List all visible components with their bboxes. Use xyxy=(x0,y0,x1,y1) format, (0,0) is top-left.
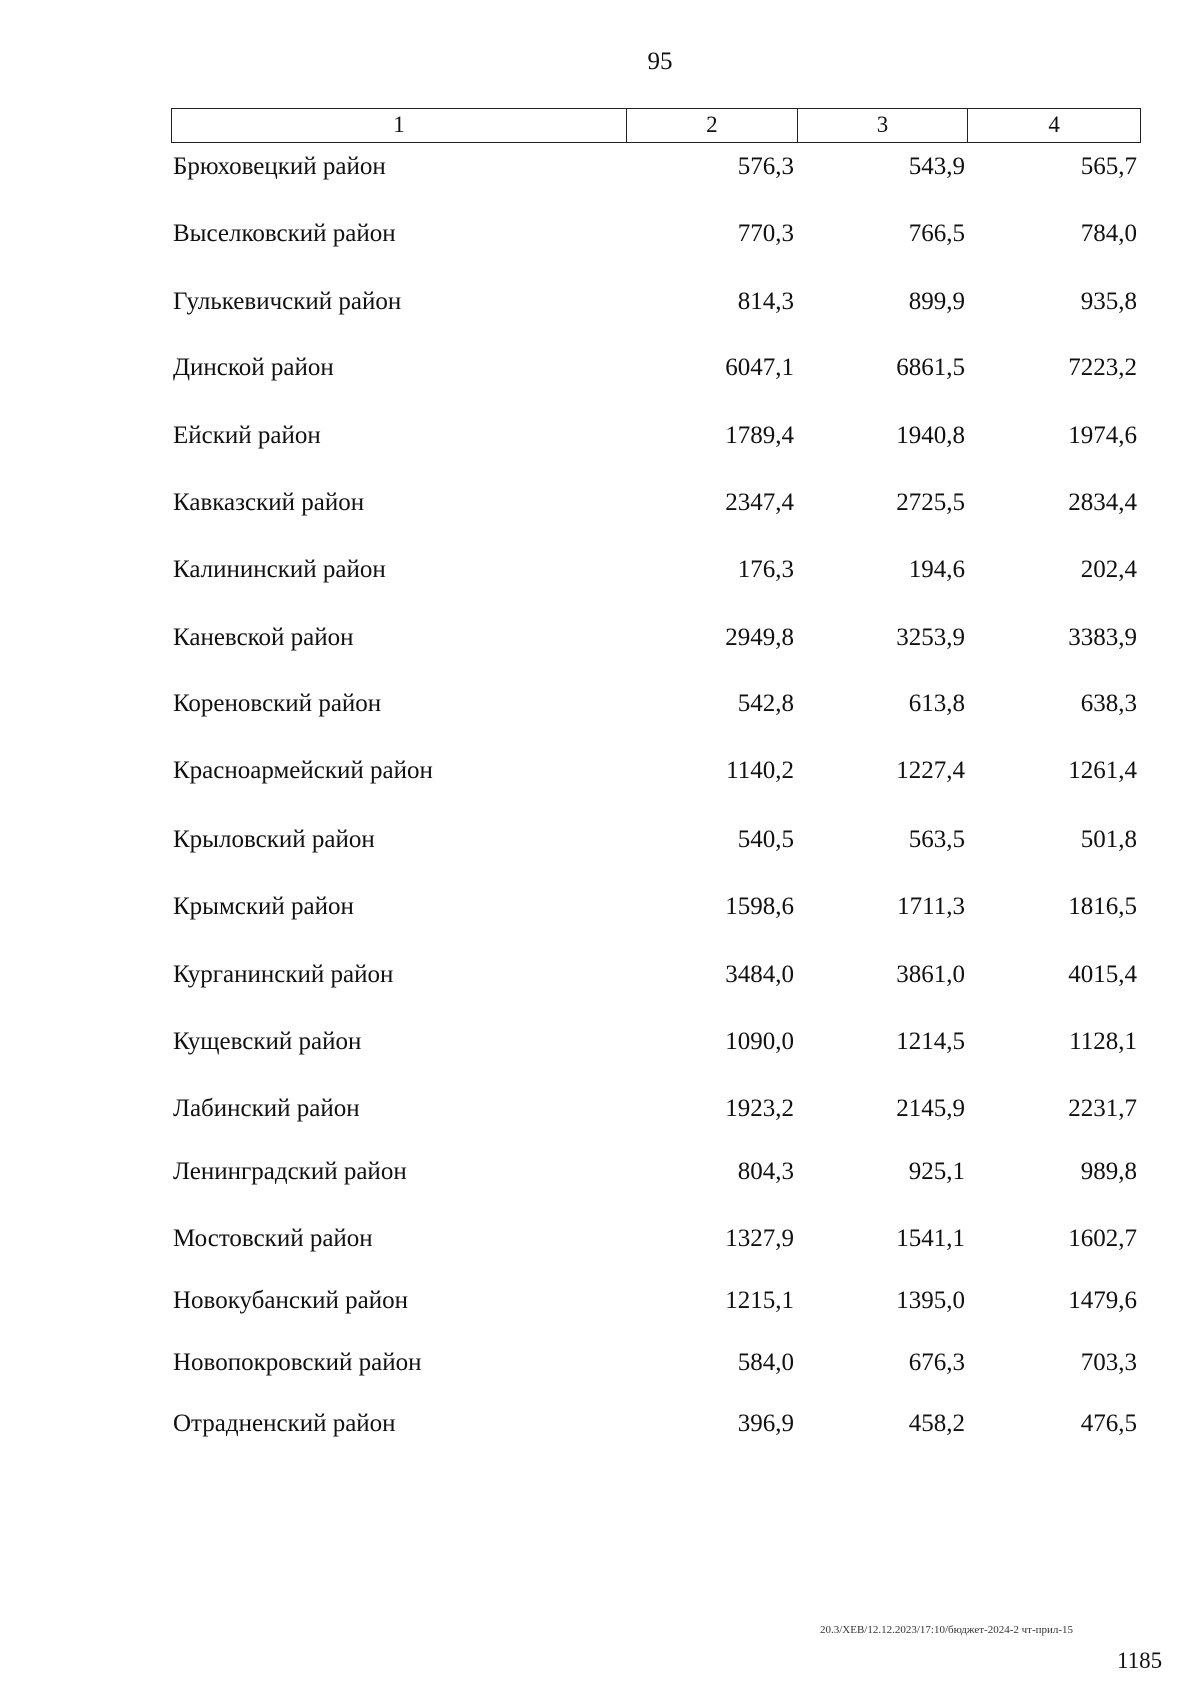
value-col-2: 1923,2 xyxy=(725,1095,794,1122)
table-row xyxy=(171,687,1141,721)
district-name: Лабинский район xyxy=(173,1095,360,1122)
table-row xyxy=(171,754,1141,788)
value-col-2: 2347,4 xyxy=(725,489,794,516)
district-name: Кавказский район xyxy=(173,489,365,516)
value-col-2: 6047,1 xyxy=(725,354,794,381)
value-col-3: 613,8 xyxy=(908,690,965,717)
value-col-3: 766,5 xyxy=(908,220,965,247)
value-col-2: 814,3 xyxy=(737,288,794,315)
value-col-4: 1816,5 xyxy=(1068,893,1137,920)
value-col-4: 2231,7 xyxy=(1068,1095,1137,1122)
table-row xyxy=(171,217,1141,251)
value-col-3: 1541,1 xyxy=(896,1225,965,1252)
value-col-4: 4015,4 xyxy=(1068,961,1137,988)
table-row xyxy=(171,486,1141,520)
district-name: Курганинский район xyxy=(173,961,394,988)
value-col-3: 563,5 xyxy=(908,826,965,853)
value-col-3: 458,2 xyxy=(908,1410,965,1437)
district-name: Калининский район xyxy=(173,556,386,583)
value-col-2: 3484,0 xyxy=(725,961,794,988)
table-row xyxy=(171,823,1141,857)
value-col-2: 584,0 xyxy=(737,1349,794,1376)
district-name: Ленинградский район xyxy=(173,1158,407,1185)
value-col-2: 1215,1 xyxy=(725,1287,794,1314)
value-col-3: 194,6 xyxy=(908,556,965,583)
value-col-2: 1327,9 xyxy=(725,1225,794,1252)
value-col-2: 540,5 xyxy=(737,826,794,853)
document-code: 20.3/ХЕВ/12.12.2023/17:10/бюджет-2024-2 чт-прил-15 xyxy=(820,1624,1074,1636)
value-col-2: 542,8 xyxy=(737,690,794,717)
table-row xyxy=(171,621,1141,655)
table-row xyxy=(171,1346,1141,1380)
value-col-4: 638,3 xyxy=(1080,690,1137,717)
value-col-2: 1140,2 xyxy=(726,757,794,784)
sheet-number: 1185 xyxy=(1117,1648,1163,1673)
table-row xyxy=(171,1025,1141,1059)
value-col-4: 3383,9 xyxy=(1068,624,1137,651)
value-col-3: 6861,5 xyxy=(896,354,965,381)
table-row xyxy=(171,351,1141,385)
table-row xyxy=(171,150,1141,184)
value-col-4: 202,4 xyxy=(1080,556,1137,583)
value-col-2: 576,3 xyxy=(737,153,794,180)
column-header-3: 3 xyxy=(798,109,969,142)
value-col-4: 1261,4 xyxy=(1068,757,1137,784)
district-name: Ейский район xyxy=(173,422,321,449)
table-row xyxy=(171,958,1141,992)
district-name: Красноармейский район xyxy=(173,757,433,784)
page-number: 95 xyxy=(647,48,673,75)
table-row xyxy=(171,1092,1141,1126)
table-row xyxy=(171,419,1141,453)
district-name: Крыловский район xyxy=(173,826,375,853)
value-col-4: 703,3 xyxy=(1080,1349,1137,1376)
value-col-2: 770,3 xyxy=(737,220,794,247)
value-col-4: 989,8 xyxy=(1080,1158,1137,1185)
value-col-4: 1128,1 xyxy=(1069,1028,1137,1055)
district-name: Новопокровский район xyxy=(173,1349,422,1376)
value-col-3: 676,3 xyxy=(908,1349,965,1376)
value-col-3: 925,1 xyxy=(908,1158,965,1185)
value-col-3: 1711,3 xyxy=(897,893,965,920)
value-col-2: 1789,4 xyxy=(725,422,794,449)
value-col-4: 1974,6 xyxy=(1068,422,1137,449)
value-col-4: 935,8 xyxy=(1080,288,1137,315)
table-row xyxy=(171,1407,1141,1441)
table-row xyxy=(171,553,1141,587)
value-col-3: 2145,9 xyxy=(896,1095,965,1122)
value-col-2: 1090,0 xyxy=(725,1028,794,1055)
district-name: Мостовский район xyxy=(173,1225,373,1252)
district-name: Гулькевичский район xyxy=(173,288,402,315)
value-col-4: 476,5 xyxy=(1080,1410,1137,1437)
value-col-3: 2725,5 xyxy=(896,489,965,516)
value-col-2: 1598,6 xyxy=(725,893,794,920)
district-name: Новокубанский район xyxy=(173,1287,408,1314)
value-col-4: 501,8 xyxy=(1080,826,1137,853)
value-col-3: 3253,9 xyxy=(896,624,965,651)
district-name: Крымский район xyxy=(173,893,354,920)
value-col-3: 899,9 xyxy=(908,288,965,315)
table-row xyxy=(171,1155,1141,1189)
value-col-4: 2834,4 xyxy=(1068,489,1137,516)
column-header-1: 1 xyxy=(172,109,627,142)
value-col-4: 1602,7 xyxy=(1068,1225,1137,1252)
district-name: Выселковский район xyxy=(173,220,396,247)
value-col-3: 1227,4 xyxy=(896,757,965,784)
column-header-4: 4 xyxy=(1048,112,1060,137)
value-col-2: 396,9 xyxy=(737,1410,794,1437)
district-name: Брюховецкий район xyxy=(173,153,386,180)
district-name: Каневской район xyxy=(173,624,354,651)
value-col-3: 1940,8 xyxy=(896,422,965,449)
district-name: Динской район xyxy=(173,354,334,381)
value-col-4: 7223,2 xyxy=(1068,354,1137,381)
district-name: Кущевский район xyxy=(173,1028,362,1055)
table-row xyxy=(171,1222,1141,1256)
value-col-4: 1479,6 xyxy=(1068,1287,1137,1314)
column-header-2: 2 xyxy=(627,109,798,142)
value-col-3: 1214,5 xyxy=(896,1028,965,1055)
value-col-4: 784,0 xyxy=(1080,220,1137,247)
district-name: Отрадненский район xyxy=(173,1410,396,1437)
table-row xyxy=(171,890,1141,924)
value-col-2: 804,3 xyxy=(737,1158,794,1185)
value-col-3: 3861,0 xyxy=(896,961,965,988)
table-row xyxy=(171,285,1141,319)
value-col-3: 1395,0 xyxy=(896,1287,965,1314)
district-name: Кореновский район xyxy=(173,690,382,717)
value-col-2: 176,3 xyxy=(737,556,794,583)
table-row xyxy=(171,1284,1141,1318)
value-col-2: 2949,8 xyxy=(725,624,794,651)
value-col-4: 565,7 xyxy=(1080,153,1137,180)
value-col-3: 543,9 xyxy=(908,153,965,180)
